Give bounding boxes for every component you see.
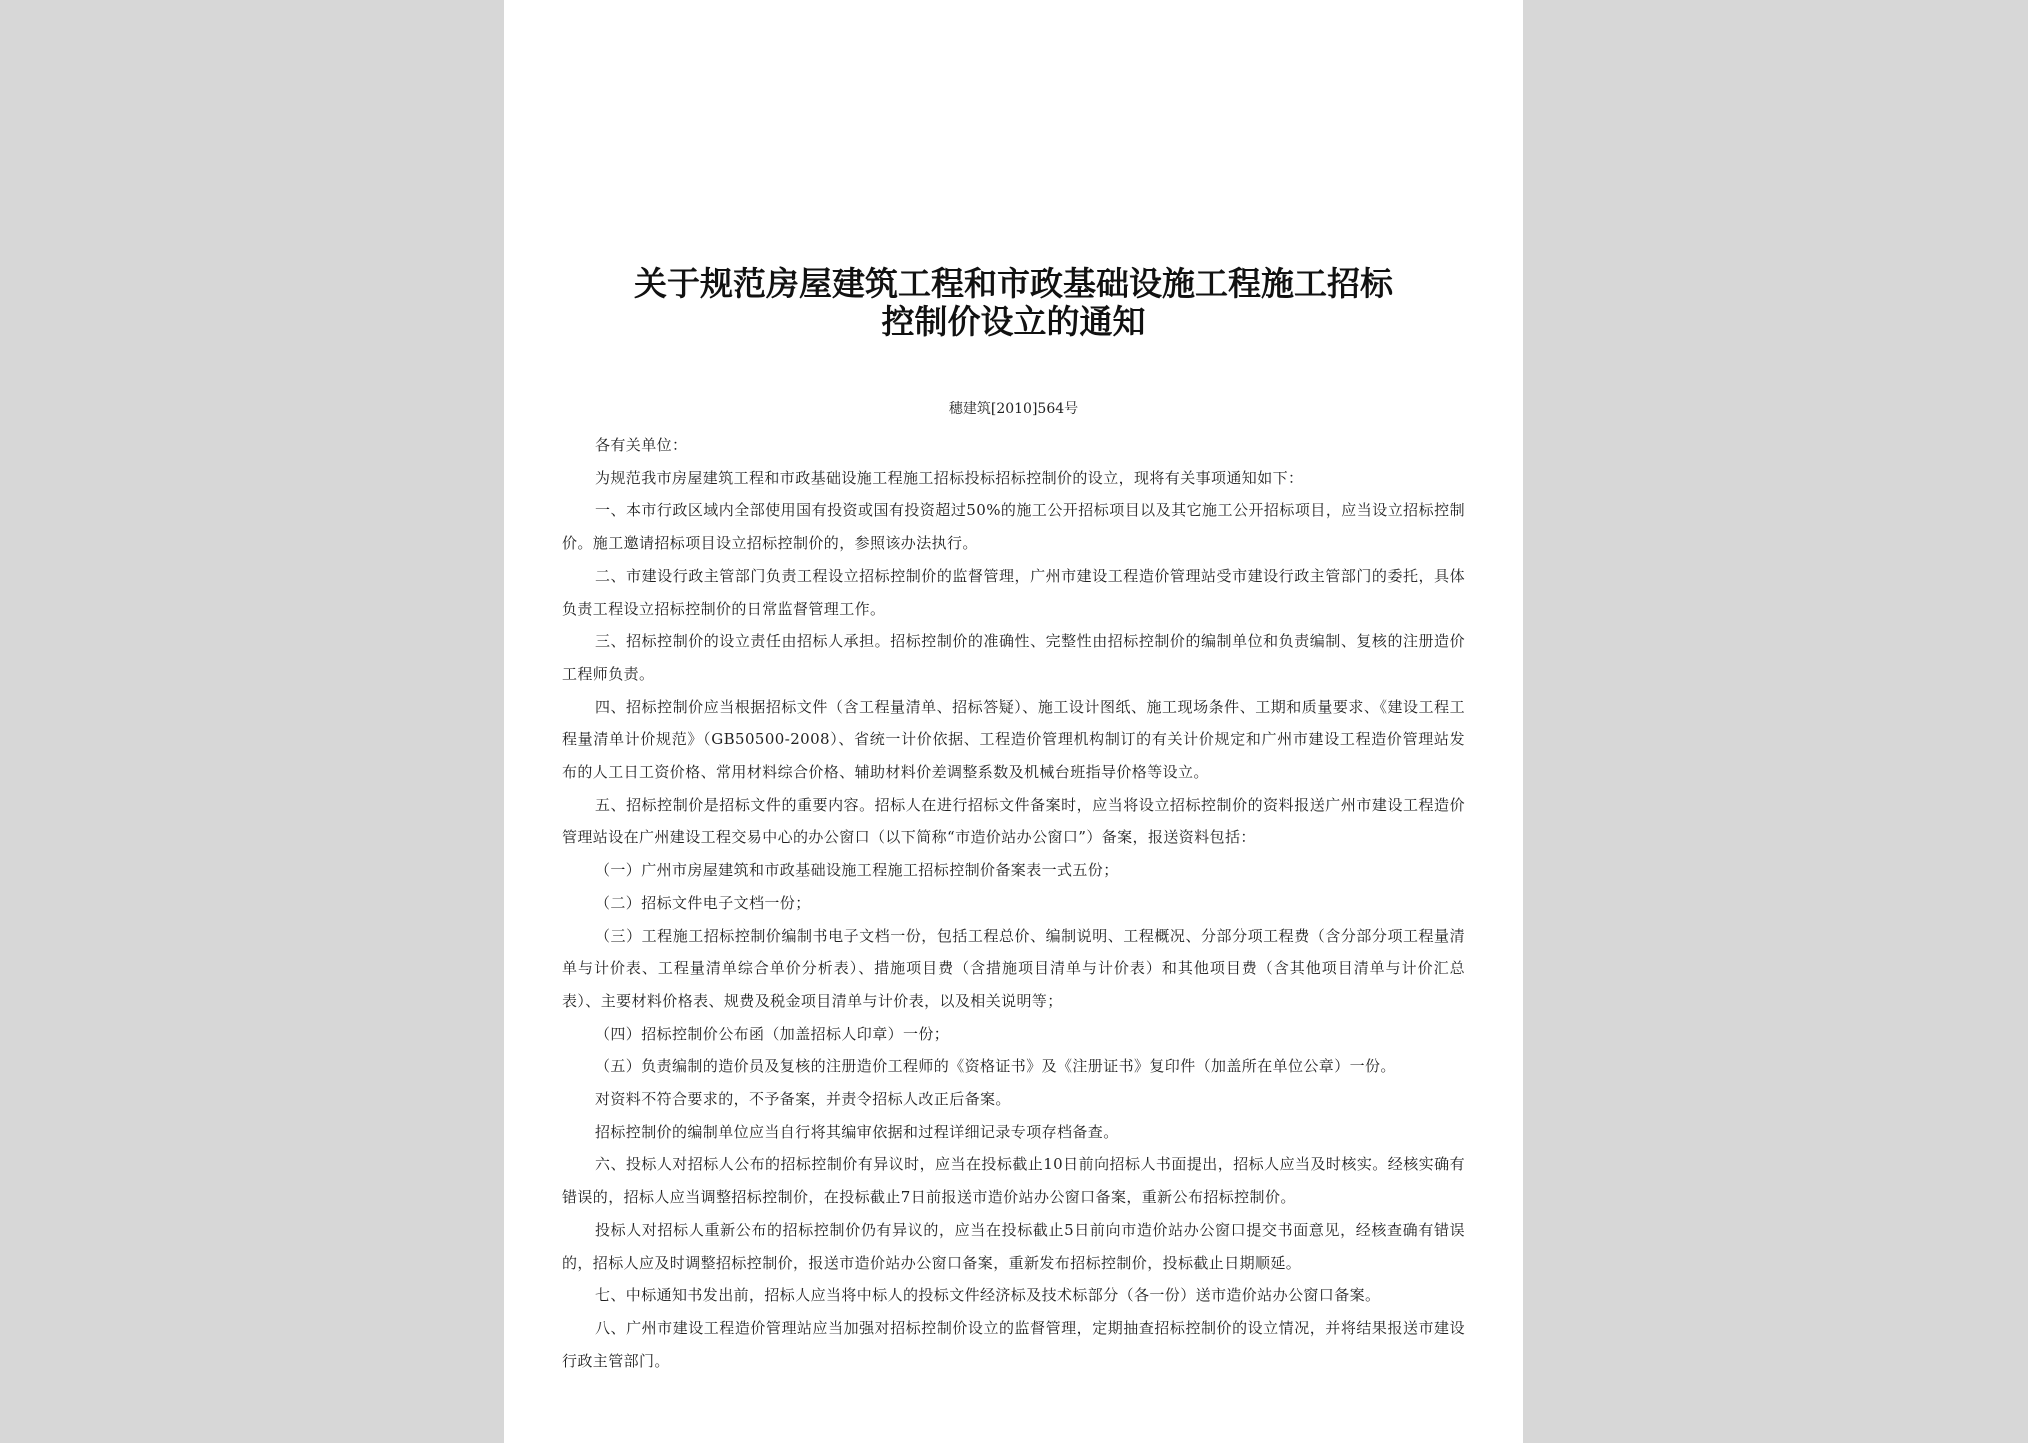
paragraph-item-3: 三、招标控制价的设立责任由招标人承担。招标控制价的准确性、完整性由招标控制价的编制单位和负责编制、复核的注册造价工程师负责。 bbox=[562, 632, 1465, 683]
document-title bbox=[562, 265, 1465, 341]
paragraph-item-8: 八、广州市建设工程造价管理站应当加强对招标控制价设立的监督管理，定期抽查招标控制价的设立情况，并将结果报送市建设行政主管部门。 bbox=[562, 1318, 1465, 1370]
paragraph-subitem-1: （一）广州市房屋建筑和市政基础设施工程施工招标控制价备案表一式五份； bbox=[595, 861, 1119, 880]
title-line-2: 控制价设立的通知 bbox=[881, 302, 1146, 341]
paragraph-subitem-4: （四）招标控制价公布函（加盖招标人印章）一份； bbox=[595, 1024, 950, 1043]
paragraph-subitem-5: （五）负责编制的造价员及复核的注册造价工程师的《资格证书》及《注册证书》复印件（加盖所在单位公章）一份。 bbox=[595, 1057, 1396, 1076]
document-number: 穗建筑[2010]564号 bbox=[948, 401, 1079, 417]
paragraph-item-2: 二、市建设行政主管部门负责工程设立招标控制价的监督管理，广州市建设工程造价管理站受市建设行政主管部门的委托，具体负责工程设立招标控制价的日常监督管理工作。 bbox=[562, 566, 1465, 618]
paragraph-item-7: 七、中标通知书发出前，招标人应当将中标人的投标文件经济标及技术标部分（各一份）送市造价站办公窗口备案。 bbox=[595, 1286, 1381, 1305]
paragraph-subitem-2: （二）招标文件电子文档一份； bbox=[595, 893, 811, 912]
title-line-1: 关于规范房屋建筑工程和市政基础设施工程施工招标 bbox=[634, 264, 1393, 303]
paragraph-intro: 为规范我市房屋建筑工程和市政基础设施工程施工招标投标招标控制价的设立，现将有关事项通知如下： bbox=[595, 468, 1304, 487]
document-page bbox=[504, 0, 1523, 1443]
paragraph-salutation: 各有关单位： bbox=[595, 436, 688, 454]
paragraph-note-2: 招标控制价的编制单位应当自行将其编审依据和过程详细记录专项存档备查。 bbox=[595, 1122, 1119, 1141]
document-body bbox=[562, 429, 1465, 1377]
paragraph-item-5: 五、招标控制价是招标文件的重要内容。招标人在进行招标文件备案时，应当将设立招标控制价的资料报送广州市建设工程造价管理站设在广州建设工程交易中心的办公窗口（以下简称“市造价站办公窗口”）备案，报送资料包括： bbox=[562, 795, 1465, 847]
paragraph-note-1: 对资料不符合要求的，不予备案，并责令招标人改正后备案。 bbox=[595, 1090, 1011, 1109]
paragraph-item-1: 一、本市行政区域内全部使用国有投资或国有投资超过50%的施工公开招标项目以及其它施工公开招标项目，应当设立招标控制价。施工邀请招标项目设立招标控制价的，参照该办法执行。 bbox=[562, 501, 1465, 553]
paragraph-item-4: 四、招标控制价应当根据招标文件（含工程量清单、招标答疑）、施工设计图纸、施工现场条件、工期和质量要求、《建设工程工程量清单计价规范》（GB50500-2008）、省统一计价依据、工程造价管理机构制订的有关计价规定和广州市建设工程造价管理站发布的人工日工资价格、常用材料综合价格、辅助材料价差调整系数及机械台班指导价格等设立。 bbox=[562, 697, 1465, 782]
paragraph-subitem-3: （三）工程施工招标控制价编制书电子文档一份，包括工程总价、编制说明、工程概况、分部分项工程费（含分部分项工程量清单与计价表、工程量清单综合单价分析表）、措施项目费（含措施项目清单与计价表）和其他项目费（含其他项目清单与计价汇总表）、主要材料价格表、规费及税金项目清单与计价表，以及相关说明等； bbox=[562, 926, 1465, 1010]
paragraph-item-6-cont: 投标人对招标人重新公布的招标控制价仍有异议的，应当在投标截止5日前向市造价站办公窗口提交书面意见，经核查确有错误的，招标人应及时调整招标控制价，报送市造价站办公窗口备案，重新发布招标控制价，投标截止日期顺延。 bbox=[562, 1220, 1465, 1272]
paragraph-item-6: 六、投标人对招标人公布的招标控制价有异议时，应当在投标截止10日前向招标人书面提出，招标人应当及时核实。经核实确有错误的，招标人应当调整招标控制价，在投标截止7日前报送市造价站办公窗口备案，重新公布招标控制价。 bbox=[562, 1155, 1465, 1207]
